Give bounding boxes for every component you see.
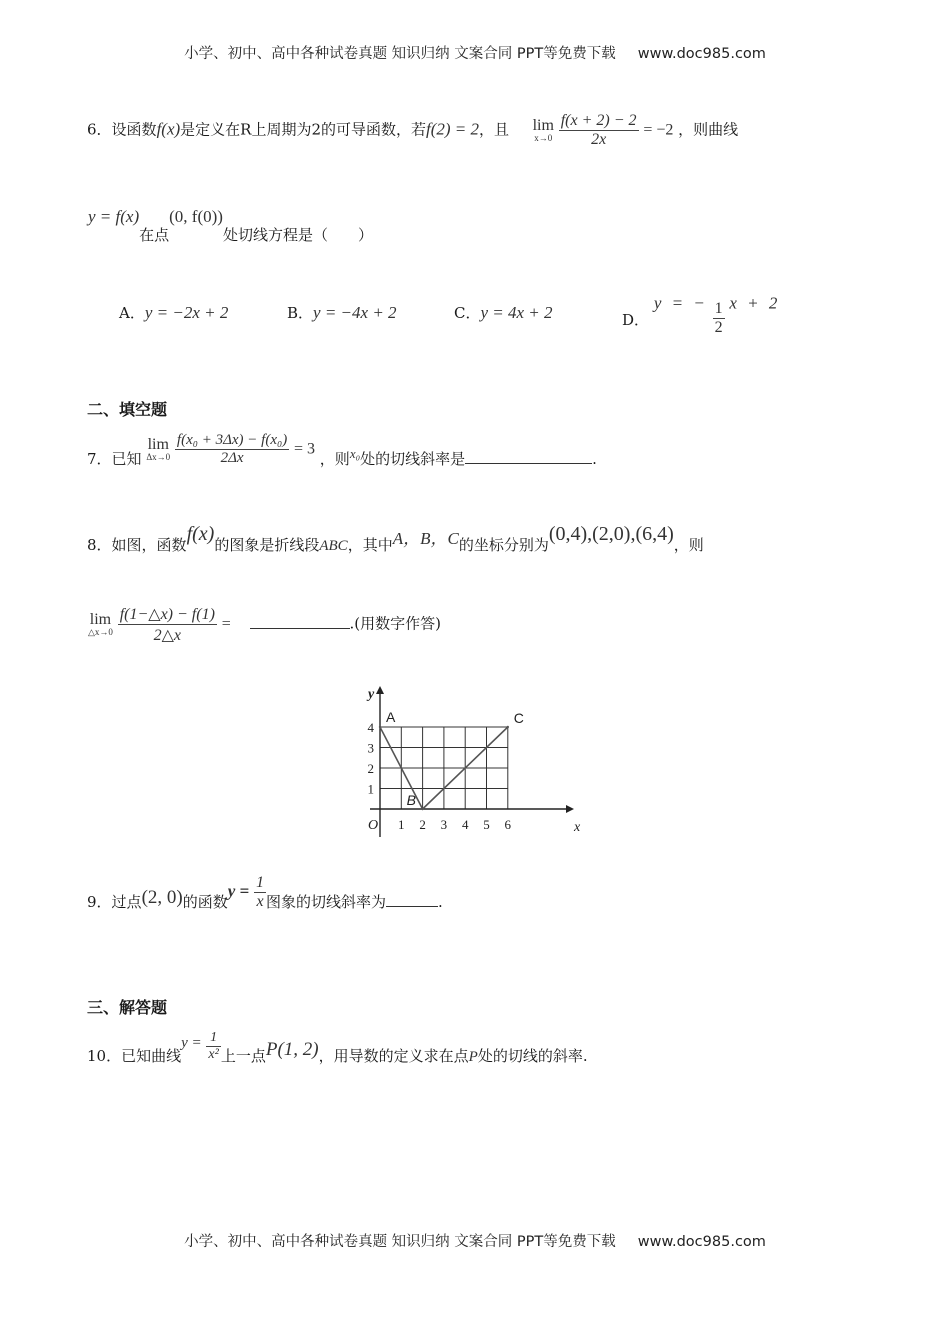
q8-text-6: .(用数字作答) (349, 614, 441, 633)
q8-abc: ABC (319, 538, 348, 554)
y-tick-label-3: 3 (367, 740, 374, 756)
q8-text: 如图，函数 (111, 536, 187, 554)
q7-limit: lim Δx→0 (146, 436, 171, 462)
q8-points: A，B，C (392, 529, 459, 548)
q8-limit: lim △x→0 (88, 611, 113, 637)
q6-text-5: 在点 (139, 226, 170, 244)
q6-fraction: $\frac{f(x + 2) - 2}{2x}$ (560, 112, 637, 148)
q8-fx: f(x) (186, 523, 215, 545)
header-site[interactable]: www.doc985.com (637, 46, 766, 62)
q6-limit: lim x→0 (532, 117, 554, 143)
series-point-2 (507, 726, 509, 728)
chart-grid (380, 727, 508, 809)
point-label-A: A (386, 709, 396, 725)
q10-text-2: 上一点 (220, 1046, 266, 1065)
q6-fx: f(x) (156, 119, 181, 139)
y-tick-label-1: 1 (367, 781, 374, 797)
q9-text: 过点 (111, 892, 142, 911)
q9-y: y = (227, 881, 250, 901)
q6-option-a[interactable]: A．y = −2x + 2 (119, 303, 229, 322)
q9-text-3: 图象的切线斜率为 (266, 892, 387, 911)
q6-text: 设函数 (111, 120, 157, 139)
section-fill-blank-heading: 二、填空题 (87, 400, 168, 419)
q6-text-2: 是定义在R上周期为2的可导函数，若 (180, 120, 426, 139)
q6-text-3: ，且 (479, 120, 510, 139)
q9-fraction: $\frac{1}{x}$ (256, 874, 264, 910)
q7-text: 已知 (111, 449, 142, 468)
q6-text-6: 处切线方程是（ ） (222, 226, 373, 244)
q10-text: 已知曲线 (121, 1046, 182, 1065)
q10-p: P (468, 1048, 478, 1065)
q6-option-d[interactable]: D． y = − $\frac{1}{2}$ x + 2 (622, 293, 781, 336)
q10-number: 10． (87, 1046, 122, 1065)
question-10 (87, 1030, 588, 1063)
q6-number: 6． (87, 120, 112, 139)
q7-text-3: 处的切线斜率是 (360, 449, 466, 468)
q6-option-c[interactable]: C．y = 4x + 2 (454, 303, 553, 322)
series-point-0 (379, 726, 381, 728)
q6-curve: y = f(x) (88, 207, 140, 226)
q10-y: y = (181, 1034, 202, 1051)
q7-value: = 3 (293, 440, 316, 458)
x-tick-label-1: 1 (398, 817, 405, 832)
q9-point: (2, 0) (141, 886, 183, 908)
question-7: 7．已知 lim Δx→0 $\frac{\text{f(x₀ + 3Δx) − f(x₀)}}{2\Delta x}$ = 3 ，则x₀处的切线斜率是 . (87, 432, 597, 468)
q9-text-2: 的函数 (182, 892, 228, 911)
page-footer (0, 1230, 950, 1251)
x-axis-label: x (574, 820, 581, 835)
x-axis-arrow (566, 805, 574, 813)
q8-coords: (0,4),(2,0),(6,4) (548, 523, 674, 545)
section-answer-heading: 三、解答题 (87, 998, 168, 1017)
origin-label: O (368, 818, 379, 833)
question-8-line1 (87, 520, 704, 554)
q7-fraction: $\frac{\text{f(x₀ + 3Δx) − f(x₀)}}{2\Delta x}$ (176, 432, 288, 466)
q8-number: 8． (87, 536, 112, 554)
question-8-line2 (88, 604, 441, 645)
q6-text-4: ，则曲线 (678, 120, 739, 139)
q10-point: P(1, 2) (265, 1038, 319, 1060)
q6-point: (0, f(0)) (169, 207, 223, 226)
q8-text-5: ，则 (673, 536, 704, 554)
y-tick-label-2: 2 (367, 761, 374, 776)
q7-text-2: ，则 (319, 449, 350, 468)
q9-answer-blank[interactable] (386, 892, 438, 907)
x-tick-label-6: 6 (504, 817, 512, 832)
q8-fraction: $\frac{f(1-\triangle x) - f(1)}{2\triangle x}$ (119, 606, 215, 644)
x-tick-label-5: 5 (483, 817, 490, 832)
q8-text-2: 的图象是折线段 (214, 536, 320, 554)
footer-site[interactable]: www.doc985.com (637, 1234, 766, 1250)
q10-text-4: 处的切线的斜率. (477, 1046, 588, 1065)
point-label-C: C (513, 710, 524, 726)
question-6-line1 (87, 112, 738, 149)
point-label-B: B (406, 792, 416, 808)
series-point-1 (421, 808, 423, 810)
q7-x0: x₀ (349, 445, 361, 461)
q8-answer-blank[interactable] (250, 614, 350, 629)
header-text: 小学、初中、高中各种试卷真题 知识归纳 文案合同 PPT等免费下载 (184, 46, 616, 62)
footer-text: 小学、初中、高中各种试卷真题 知识归纳 文案合同 PPT等免费下载 (184, 1234, 616, 1250)
q6-limit-value: = −2 (643, 121, 674, 139)
q7-answer-blank[interactable] (465, 449, 592, 464)
q10-text-3: ，用导数的定义求在点 (318, 1046, 469, 1065)
y-tick-label-4: 4 (367, 720, 374, 735)
y-axis-arrow (376, 686, 384, 694)
q8-text-4: 的坐标分别为 (458, 536, 549, 554)
q6-condition: f(2) = 2 (426, 119, 480, 139)
q8-text-3: ，其中 (347, 536, 393, 554)
q9-number: 9． (87, 892, 112, 911)
q8-equals: = (221, 615, 231, 633)
q7-number: 7． (87, 449, 112, 468)
question-6-line2 (88, 207, 373, 244)
x-tick-label-3: 3 (440, 817, 448, 832)
page-header (0, 42, 950, 63)
x-tick-label-2: 2 (419, 817, 426, 832)
x-tick-label-4: 4 (461, 817, 469, 832)
q8-graph (367, 682, 590, 842)
y-axis-label: y (368, 687, 375, 702)
question-9: 9．过点(2, 0)的函数y = $\frac{1}{x}$ 图象的切线斜率为 . (87, 874, 443, 911)
q10-fraction: $\frac{1}{\text{x²}}$ (208, 1030, 219, 1062)
q6-option-b[interactable]: B．y = −4x + 2 (287, 303, 397, 322)
